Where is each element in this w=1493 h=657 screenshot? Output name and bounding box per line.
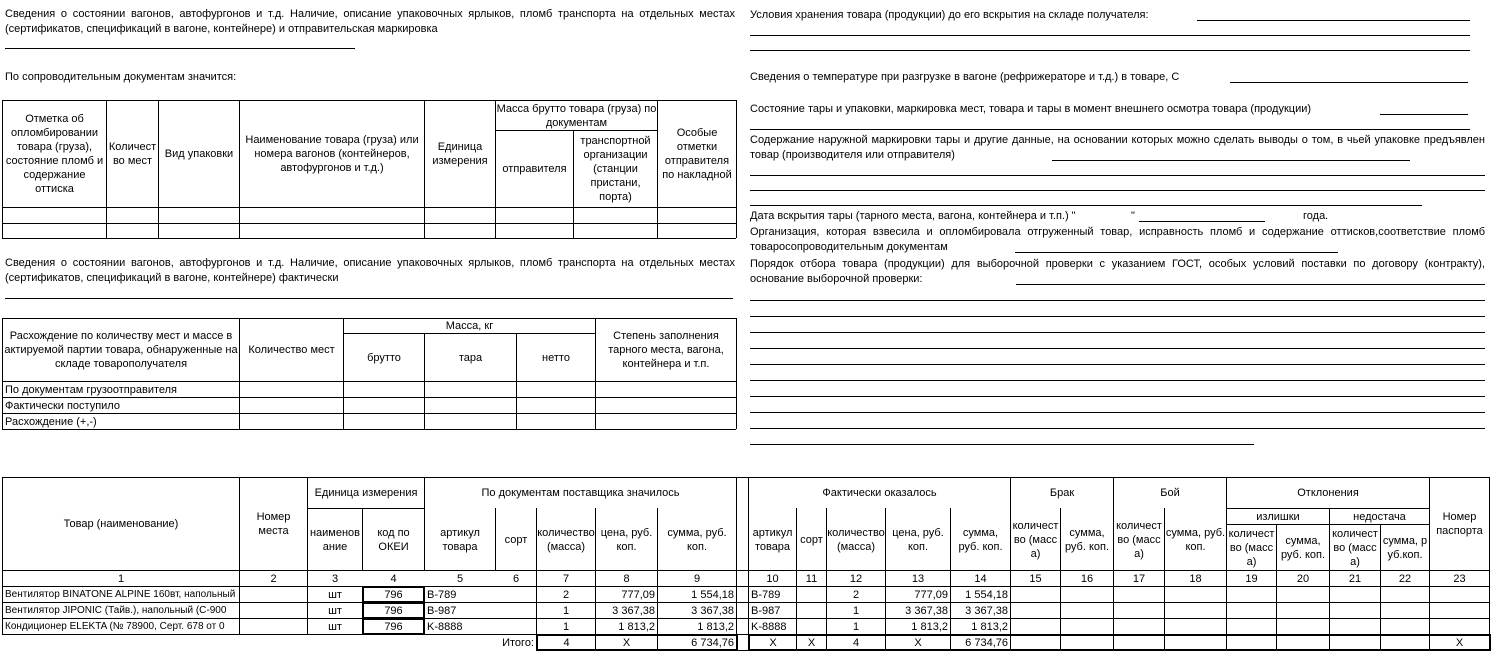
header-shortage-sum: сумма, руб.коп.: [1382, 534, 1428, 561]
col-num-7: 7: [562, 572, 570, 585]
total-f-price: X: [914, 636, 922, 649]
header-boy-sum: сумма, руб. коп.: [1165, 526, 1226, 553]
sum: 1 554,18: [691, 588, 734, 601]
underline: [1016, 284, 1485, 285]
goods-name: Вентилятор JIPONIC (Тайв.), напольный (С-900: [5, 604, 227, 616]
underline: [1197, 20, 1470, 21]
header-brak-qty: количество (масса): [1012, 519, 1059, 560]
f-sum: 3 367,38: [965, 604, 1008, 617]
f-sum: 1 813,2: [971, 620, 1008, 633]
header-qty: Количество мест: [108, 141, 157, 167]
underline: [1230, 82, 1468, 83]
header-tara: тара: [458, 351, 483, 364]
header-place-number: Номер места: [256, 511, 291, 537]
col-num-15: 15: [1029, 572, 1042, 585]
col-num-10: 10: [766, 572, 779, 585]
header-brak: Брак: [1049, 487, 1075, 499]
f-price: 1 813,2: [911, 620, 948, 633]
header-boy: Бой: [1160, 487, 1180, 499]
underline: [750, 444, 1254, 445]
row-label-diff: Расхождение (+,-): [5, 415, 97, 428]
qty: 2: [562, 588, 570, 601]
header-unit: Единица измерения: [432, 141, 488, 167]
col-num-18: 18: [1189, 572, 1202, 585]
underline: [5, 298, 733, 299]
underline: [750, 332, 1485, 333]
f-price: 3 367,38: [905, 604, 948, 617]
header-diff: Расхождение по количеству мест и массе в актируемой партии товара, обнаруженные на складе товарополучателя: [4, 330, 238, 370]
sampling-procedure: Порядок отбора товара (продукции) для выборочной проверки с указанием ГОСТ, особых условий поставки по договору (контракту), основание выборочной проверки:: [750, 258, 1485, 285]
opening-date-year: года.: [1303, 210, 1329, 222]
f-qty: 1: [852, 604, 860, 617]
col-num-12: 12: [849, 572, 863, 585]
col-num-2: 2: [270, 572, 277, 585]
f-sum: 1 554,18: [965, 588, 1008, 601]
total-price: X: [622, 636, 631, 649]
header-places: Количество мест: [248, 344, 335, 356]
sum: 1 813,2: [697, 620, 734, 633]
f-article: B-987: [751, 604, 781, 617]
underline: [750, 175, 1485, 176]
col-num-9: 9: [693, 572, 701, 585]
header-supplier-docs: По документам поставщика значилось: [481, 487, 680, 499]
header-f-article: артикул товара: [752, 526, 793, 553]
underline: [750, 396, 1485, 397]
header-f-qty: количество (масса): [827, 526, 885, 553]
underline: [750, 380, 1485, 381]
col-num-13: 13: [911, 572, 925, 585]
f-article: B-789: [751, 588, 781, 601]
header-boy-qty: количество (масса): [1116, 519, 1162, 560]
col-num-19: 19: [1245, 572, 1258, 585]
underline: [750, 316, 1485, 317]
f-qty: 2: [852, 588, 860, 601]
underline: [5, 48, 355, 49]
total-sum: 6 734,76: [691, 636, 734, 649]
col-num-14: 14: [974, 572, 987, 585]
header-surplus-sum: сумма, руб. коп.: [1280, 534, 1326, 561]
storage-conditions: Условия хранения товара (продукции) до его вскрытия на складе получателя:: [750, 9, 1149, 21]
header-okei: код по ОКЕИ: [377, 526, 410, 553]
header-surplus: излишки: [1256, 510, 1300, 523]
opening-date-label: Дата вскрытия тары (тарного места, вагона, контейнера и т.п.) ": [750, 210, 1076, 222]
price: 777,09: [621, 588, 655, 601]
underline: [1380, 114, 1468, 115]
total-passport: X: [1455, 636, 1464, 649]
total-qty: 4: [563, 636, 570, 649]
weighing-organization: Организация, которая взвесила и опломбировала отгруженный товар, исправность пломб и содержание оттисков,соответствие пломб товаросопроводительным документам: [750, 226, 1485, 253]
article: B-789: [427, 588, 457, 601]
header-mass-kg: Масса, кг: [445, 320, 494, 332]
underline: [750, 129, 1470, 130]
header-sender: отправителя: [502, 163, 567, 175]
f-article: K-8888: [751, 620, 787, 633]
header-goods: Товар (наименование): [63, 518, 179, 530]
header-brak-sum: сумма, руб. коп.: [1064, 526, 1110, 553]
price: 1 813,2: [618, 620, 655, 633]
header-seal: Отметка об опломбировании товара (груза), состояние пломб и содержание оттиска: [5, 113, 104, 195]
row-label-actual: Фактически поступило: [5, 399, 120, 412]
temperature-info: Сведения о температуре при разгрузке в вагоне (рефрижераторе и т.д.) в товаре, С: [750, 71, 1180, 83]
header-qty: количество (масса): [537, 526, 595, 553]
header-shortage-qty: количество (масса): [1332, 527, 1378, 568]
total-f-qty: 4: [852, 636, 860, 649]
marking-content: Содержание наружной маркировки тары и другие данные, на основании которых можно сделать выводы о том, в чьей упаковке предъявлен товар (производителя или отправителя): [750, 134, 1485, 161]
header-special: Особые отметки отправителя по накладной: [662, 127, 732, 181]
header-sort: сорт: [504, 533, 528, 546]
underline: [750, 35, 1470, 36]
col-num-11: 11: [805, 572, 818, 585]
underline: [1139, 221, 1265, 222]
col-num-21: 21: [1348, 572, 1362, 585]
header-unit-name: наименование: [309, 526, 361, 553]
header-actual: Фактически оказалось: [822, 487, 937, 499]
okei-code: 796: [362, 602, 425, 619]
total-label: Итого:: [502, 636, 534, 649]
header-article: артикул товара: [440, 526, 480, 553]
goods-name: Вентилятор BINATONE ALPINE 160вт, напольный: [5, 588, 236, 600]
total-f-article: X: [769, 636, 777, 649]
underline: [1052, 160, 1410, 161]
header-shortage: недостача: [1353, 510, 1406, 523]
underline: [750, 205, 1422, 206]
col-num-5: 5: [456, 572, 464, 585]
left-paragraph-2: По сопроводительным документам значится:: [5, 71, 237, 83]
header-sum: сумма, руб. коп.: [667, 526, 727, 553]
header-passport: Номер паспорта: [1436, 511, 1483, 537]
col-num-23: 23: [1453, 572, 1466, 585]
col-num-1: 1: [117, 572, 125, 585]
sum: 3 367,38: [691, 604, 734, 617]
f-price: 777,09: [914, 588, 948, 601]
header-fill: Степень заполнения тарного места, вагона, контейнера и т.п.: [608, 330, 724, 370]
col-num-4: 4: [390, 572, 397, 585]
underline: [750, 412, 1485, 413]
qty: 1: [562, 620, 570, 633]
price: 3 367,38: [612, 604, 655, 617]
okei-code: 796: [362, 618, 425, 635]
header-f-sort: сорт: [800, 533, 823, 546]
header-deviations: Отклонения: [1297, 487, 1359, 499]
packaging-state: Состояние тары и упаковки, маркировка мест, товара и тары в момент внешнего осмотра товара (продукции): [750, 103, 1312, 115]
col-num-3: 3: [331, 572, 339, 585]
underline: [1015, 252, 1338, 253]
header-pack: Вид упаковки: [164, 148, 234, 160]
total-f-sum: 6 734,76: [965, 636, 1008, 649]
row-label-docs: По документам грузоотправителя: [5, 383, 178, 396]
col-num-6: 6: [512, 572, 520, 585]
header-f-sum: сумма, руб. коп.: [958, 526, 1003, 553]
unit: шт: [328, 604, 342, 617]
header-price: цена, руб. коп.: [600, 526, 653, 553]
okei-code: 796: [362, 586, 425, 603]
total-f-sort: X: [807, 636, 816, 649]
header-mass: Масса брутто товара (груза) по документам: [496, 102, 657, 129]
qty: 1: [562, 604, 570, 617]
unit: шт: [328, 588, 342, 601]
col-num-16: 16: [1080, 572, 1094, 585]
left-paragraph-1: Сведения о состоянии вагонов, автофургонов и т.д. Наличие, описание упаковочных ярлыков, пломб транспорта на отдельных местах (сертификатов, спецификаций в вагоне, контейнере) и отправительская маркировка: [5, 8, 735, 35]
header-surplus-qty: количество (масса): [1228, 527, 1275, 568]
opening-date-quote: ": [1131, 210, 1135, 222]
header-netto: нетто: [542, 351, 570, 364]
header-name: Наименование товара (груза) или номера вагонов (контейнеров, автофургонов и т.д.): [245, 134, 419, 174]
article: K-8888: [427, 620, 463, 633]
col-num-8: 8: [623, 572, 630, 585]
header-f-price: цена, руб. коп.: [892, 526, 944, 553]
header-unit: Единица измерения: [314, 487, 418, 499]
header-brutto: брутто: [367, 351, 401, 364]
left-paragraph-3: Сведения о состоянии вагонов, автофургонов и т.д. Наличие, описание упаковочных ярлыков, пломб транспорта на отдельных местах (сертификатов, спецификаций в вагоне, контейнере) фактически: [5, 257, 735, 284]
underline: [750, 348, 1485, 349]
col-num-17: 17: [1132, 572, 1146, 585]
f-qty: 1: [852, 620, 860, 633]
underline: [750, 364, 1485, 365]
col-num-20: 20: [1296, 572, 1310, 585]
article: B-987: [427, 604, 457, 617]
col-num-22: 22: [1398, 572, 1412, 585]
underline: [750, 50, 1470, 51]
underline: [750, 428, 1485, 429]
underline: [750, 300, 1485, 301]
underline: [750, 190, 1485, 191]
header-transport: транспортной организации (станции пристани, порта): [580, 135, 651, 203]
goods-name: Кондиционер ELEKTA (№ 78900, Серт. 678 от 0: [5, 620, 225, 632]
unit: шт: [328, 620, 342, 633]
